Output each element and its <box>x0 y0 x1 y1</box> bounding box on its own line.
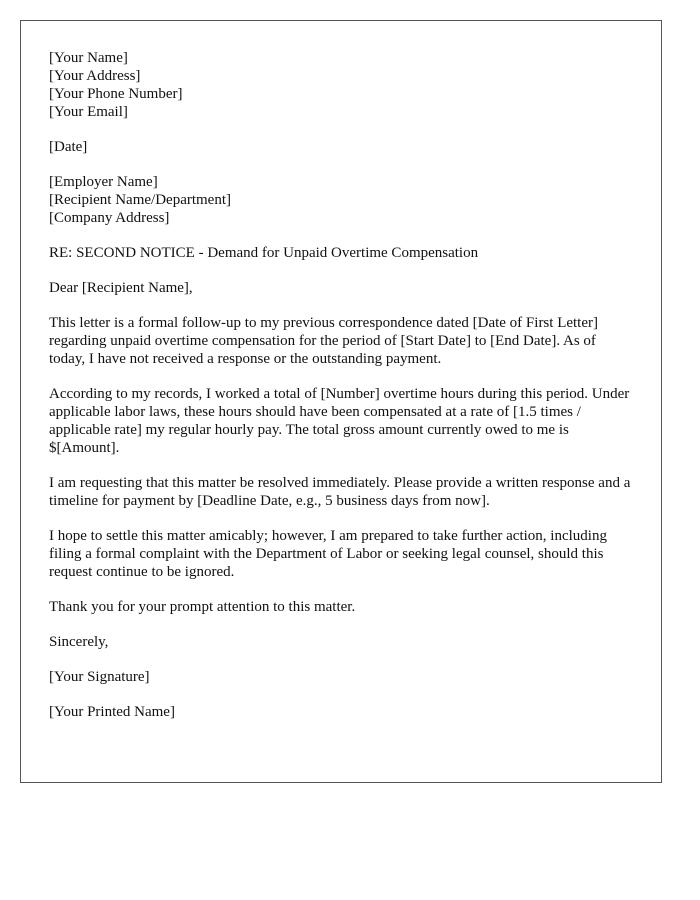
letter-page <box>20 20 662 783</box>
employer-name: [Employer Name] <box>49 174 158 190</box>
signature: [Your Signature] <box>49 669 150 685</box>
sender-block <box>49 49 632 121</box>
sender-email: [Your Email] <box>49 104 128 120</box>
body-paragraph: This letter is a formal follow-up to my previous correspondence dated [Date of First Letter] regarding unpaid overtime compensation for the period of [Start Date] to [End Date]. As of today, I have not received a response or the outstanding payment. <box>49 315 598 367</box>
letter-date: [Date] <box>49 139 88 155</box>
body-paragraph: I am requesting that this matter be resolved immediately. Please provide a written response and a timeline for payment by [Deadline Date, e.g., 5 business days from now]. <box>49 475 631 509</box>
body-paragraph: I hope to settle this matter amicably; however, I am prepared to take further action, including filing a formal complaint with the Department of Labor or seeking legal counsel, should this request continue to be ignored. <box>49 528 607 580</box>
sender-name: [Your Name] <box>49 50 128 66</box>
sender-phone: [Your Phone Number] <box>49 86 183 102</box>
sender-address: [Your Address] <box>49 68 141 84</box>
subject-line: RE: SECOND NOTICE - Demand for Unpaid Overtime Compensation <box>49 245 479 261</box>
body-paragraph: According to my records, I worked a total of [Number] overtime hours during this period. Under applicable labor laws, these hours should have been compensated at a rate of [1.5 times / applicable rate] my regular hourly pay. The total gross amount currently owed to me is $[Amount]. <box>49 386 630 456</box>
printed-name: [Your Printed Name] <box>49 704 175 720</box>
salutation: Dear [Recipient Name], <box>49 280 193 296</box>
recipient-block <box>49 173 632 227</box>
closing: Sincerely, <box>49 634 109 650</box>
recipient-name: [Recipient Name/Department] <box>49 192 232 208</box>
body-paragraph: Thank you for your prompt attention to this matter. <box>49 599 356 615</box>
company-address: [Company Address] <box>49 210 170 226</box>
date-block <box>49 138 632 156</box>
